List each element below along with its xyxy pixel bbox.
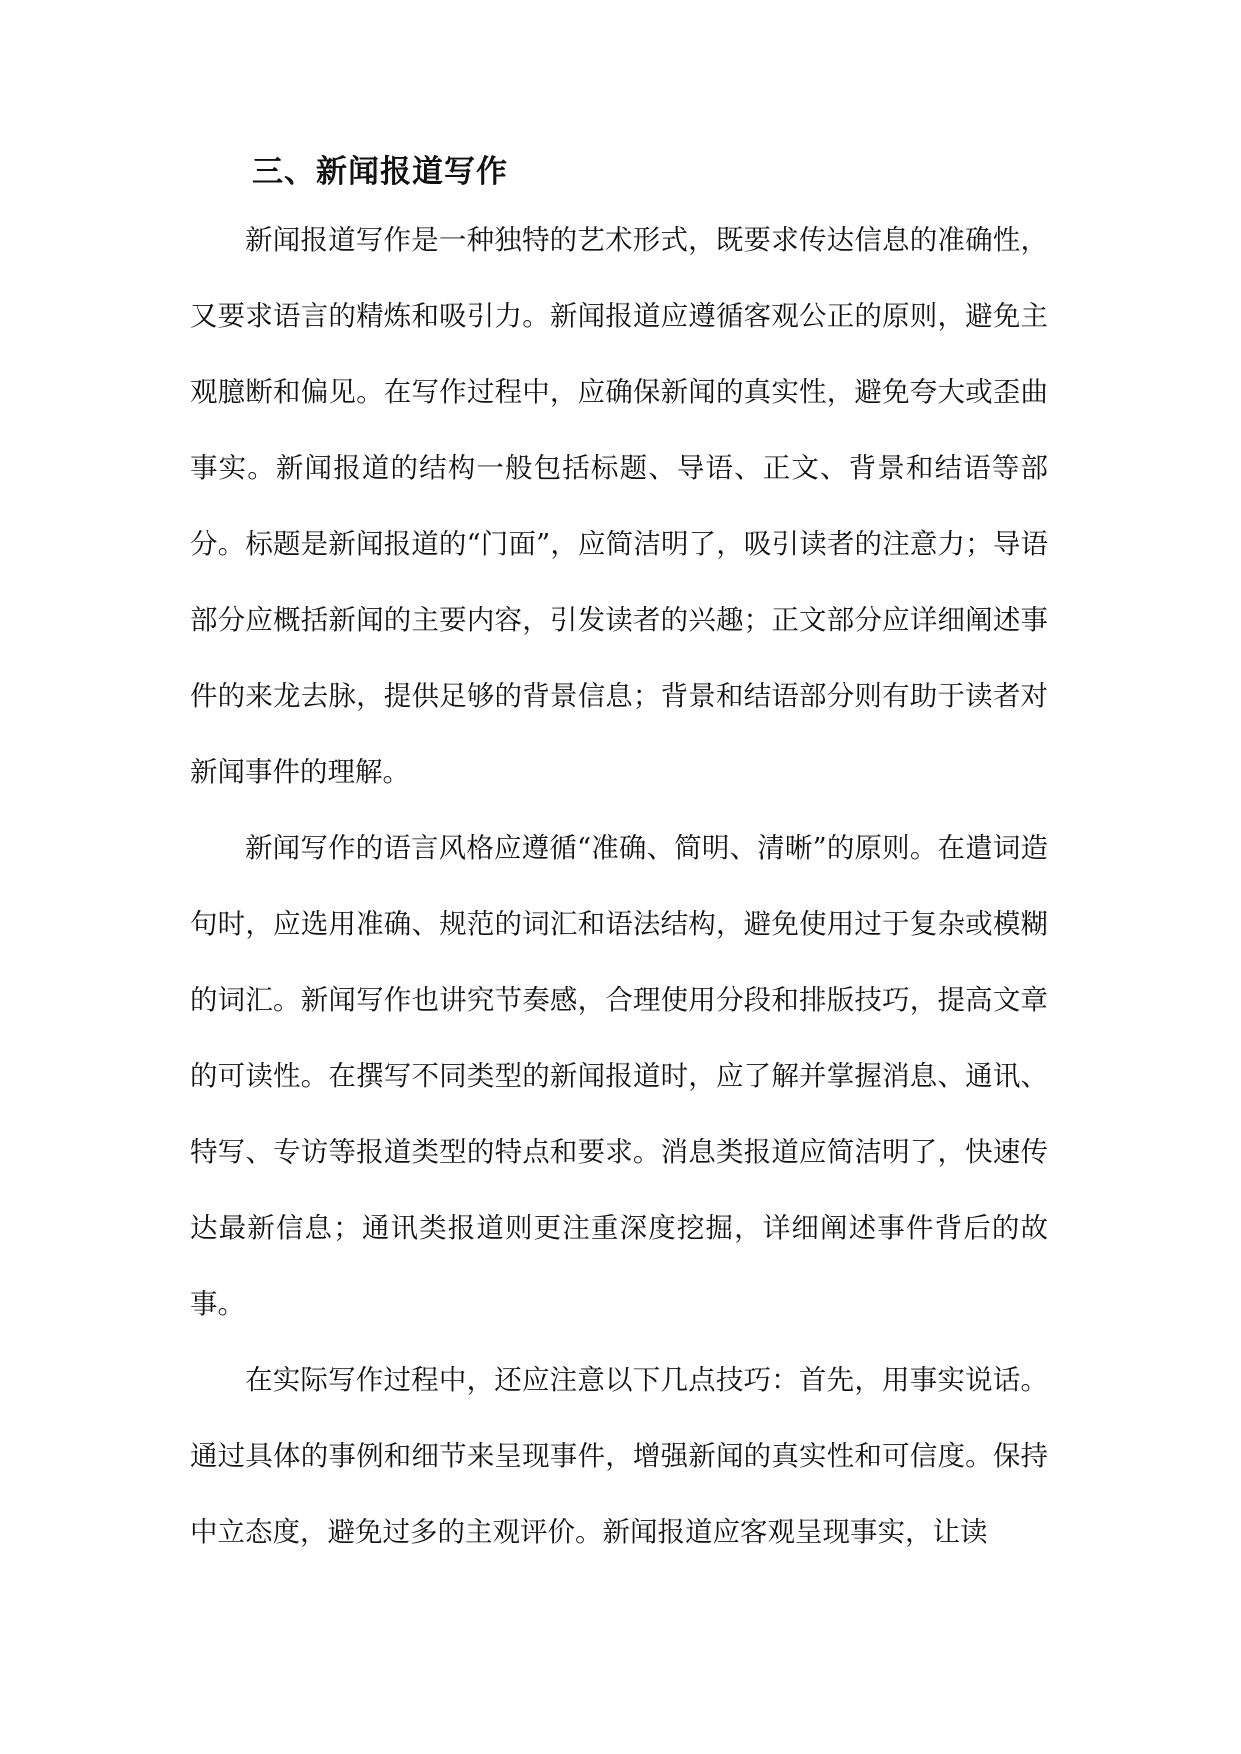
paragraph-3: 在实际写作过程中，还应注意以下几点技巧：首先，用事实说话。通过具体的事例和细节来呈现事件，增强新闻的真实性和可信度。保持中立态度，避免过多的主观评价。新闻报道应客观呈现事实，让读 <box>190 1364 1048 1548</box>
body-text <box>190 202 1048 1570</box>
section-heading: 三、新闻报道写作 <box>252 154 508 190</box>
paragraph-2: 新闻写作的语言风格应遵循“准确、简明、清晰”的原则。在遣词造句时，应选用准确、规范的词汇和语法结构，避免使用过于复杂或模糊的词汇。新闻写作也讲究节奏感，合理使用分段和排版技巧，提高文章的可读性。在撰写不同类型的新闻报道时，应了解并掌握消息、通讯、特写、专访等报道类型的特点和要求。消息类报道应简洁明了，快速传达最新信息；通讯类报道则更注重深度挖掘，详细阐述事件背后的故事。 <box>190 832 1048 1320</box>
paragraph-1: 新闻报道写作是一种独特的艺术形式，既要求传达信息的准确性，又要求语言的精炼和吸引力。新闻报道应遵循客观公正的原则，避免主观臆断和偏见。在写作过程中，应确保新闻的真实性，避免夸大或歪曲事实。新闻报道的结构一般包括标题、导语、正文、背景和结语等部分。标题是新闻报道的“门面”，应简洁明了，吸引读者的注意力；导语部分应概括新闻的主要内容，引发读者的兴趣；正文部分应详细阐述事件的来龙去脉，提供足够的背景信息；背景和结语部分则有助于读者对新闻事件的理解。 <box>190 224 1048 788</box>
